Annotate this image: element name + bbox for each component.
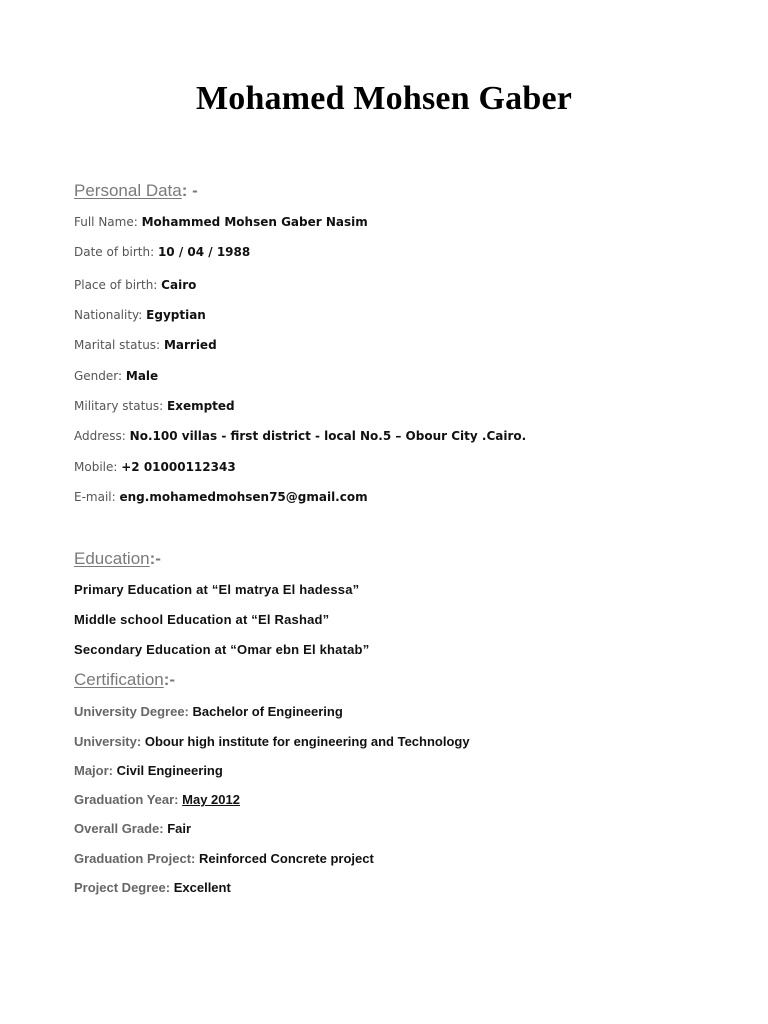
university-label: University: (74, 734, 142, 749)
email-label: E-mail: (74, 490, 116, 504)
personal-data-heading (74, 181, 198, 201)
date-of-birth-label: Date of birth: (74, 245, 155, 259)
personal-data-heading-text: Personal Data (74, 181, 182, 200)
cert-row-university-degree (74, 704, 343, 719)
education-heading-text: Education (74, 549, 150, 568)
personal-row-email (74, 490, 368, 504)
education-item-secondary: Secondary Education at “Omar ebn El khatab” (74, 642, 370, 657)
address-value: No.100 villas - first district - local No.5 – Obour City .Cairo. (129, 429, 527, 443)
date-of-birth-value: 10 / 04 / 1988 (157, 245, 251, 259)
cert-row-major (74, 763, 223, 778)
personal-data-heading-suffix: : - (181, 181, 198, 200)
military-status-label: Military status: (74, 399, 164, 413)
personal-row-date-of-birth (74, 245, 250, 259)
overall-grade-value: Fair (167, 821, 192, 836)
full-name-value: Mohammed Mohsen Gaber Nasim (141, 215, 368, 229)
email-value: eng.mohamedmohsen75@gmail.com (119, 490, 368, 504)
cert-row-university (74, 734, 470, 749)
graduation-project-value: Reinforced Concrete project (198, 851, 374, 866)
major-label: Major: (74, 763, 113, 778)
marital-status-label: Marital status: (74, 338, 161, 352)
graduation-year-value: May 2012 (182, 792, 240, 807)
project-degree-value: Excellent (173, 880, 231, 895)
gender-label: Gender: (74, 369, 123, 383)
full-name-label: Full Name: (74, 215, 138, 229)
education-item-middle: Middle school Education at “El Rashad” (74, 612, 330, 627)
personal-row-military-status (74, 399, 235, 413)
cert-row-project-degree (74, 880, 231, 895)
graduation-project-label: Graduation Project: (74, 851, 196, 866)
personal-row-full-name (74, 215, 368, 229)
project-degree-label: Project Degree: (74, 880, 171, 895)
education-heading-suffix: :- (149, 549, 161, 568)
cert-row-graduation-year (74, 792, 240, 807)
page-title: Mohamed Mohsen Gaber (195, 80, 573, 117)
certification-heading-text: Certification (74, 670, 164, 689)
certification-heading-suffix: :- (163, 670, 176, 689)
nationality-label: Nationality: (74, 308, 143, 322)
gender-value: Male (125, 369, 159, 383)
nationality-value: Egyptian (146, 308, 206, 322)
cert-row-graduation-project (74, 851, 374, 866)
personal-row-place-of-birth (74, 278, 196, 292)
personal-row-gender (74, 369, 158, 383)
education-heading (74, 549, 161, 569)
military-status-value: Exempted (167, 399, 235, 413)
university-value: Obour high institute for engineering and Technology (144, 734, 470, 749)
major-value: Civil Engineering (116, 763, 223, 778)
mobile-label: Mobile: (74, 460, 118, 474)
personal-row-marital-status (74, 338, 217, 352)
personal-row-nationality (74, 308, 206, 322)
personal-row-mobile (74, 460, 236, 474)
cert-row-overall-grade (74, 821, 191, 836)
mobile-value: +2 01000112343 (121, 460, 236, 474)
education-item-primary: Primary Education at “El matrya El hadessa” (74, 582, 360, 597)
overall-grade-label: Overall Grade: (74, 821, 164, 836)
university-degree-value: Bachelor of Engineering (192, 704, 343, 719)
address-label: Address: (74, 429, 126, 443)
graduation-year-label: Graduation Year: (74, 792, 179, 807)
place-of-birth-value: Cairo (161, 278, 197, 292)
personal-row-address (74, 429, 526, 443)
marital-status-value: Married (163, 338, 217, 352)
certification-heading (74, 670, 175, 690)
university-degree-label: University Degree: (74, 704, 189, 719)
place-of-birth-label: Place of birth: (74, 278, 158, 292)
